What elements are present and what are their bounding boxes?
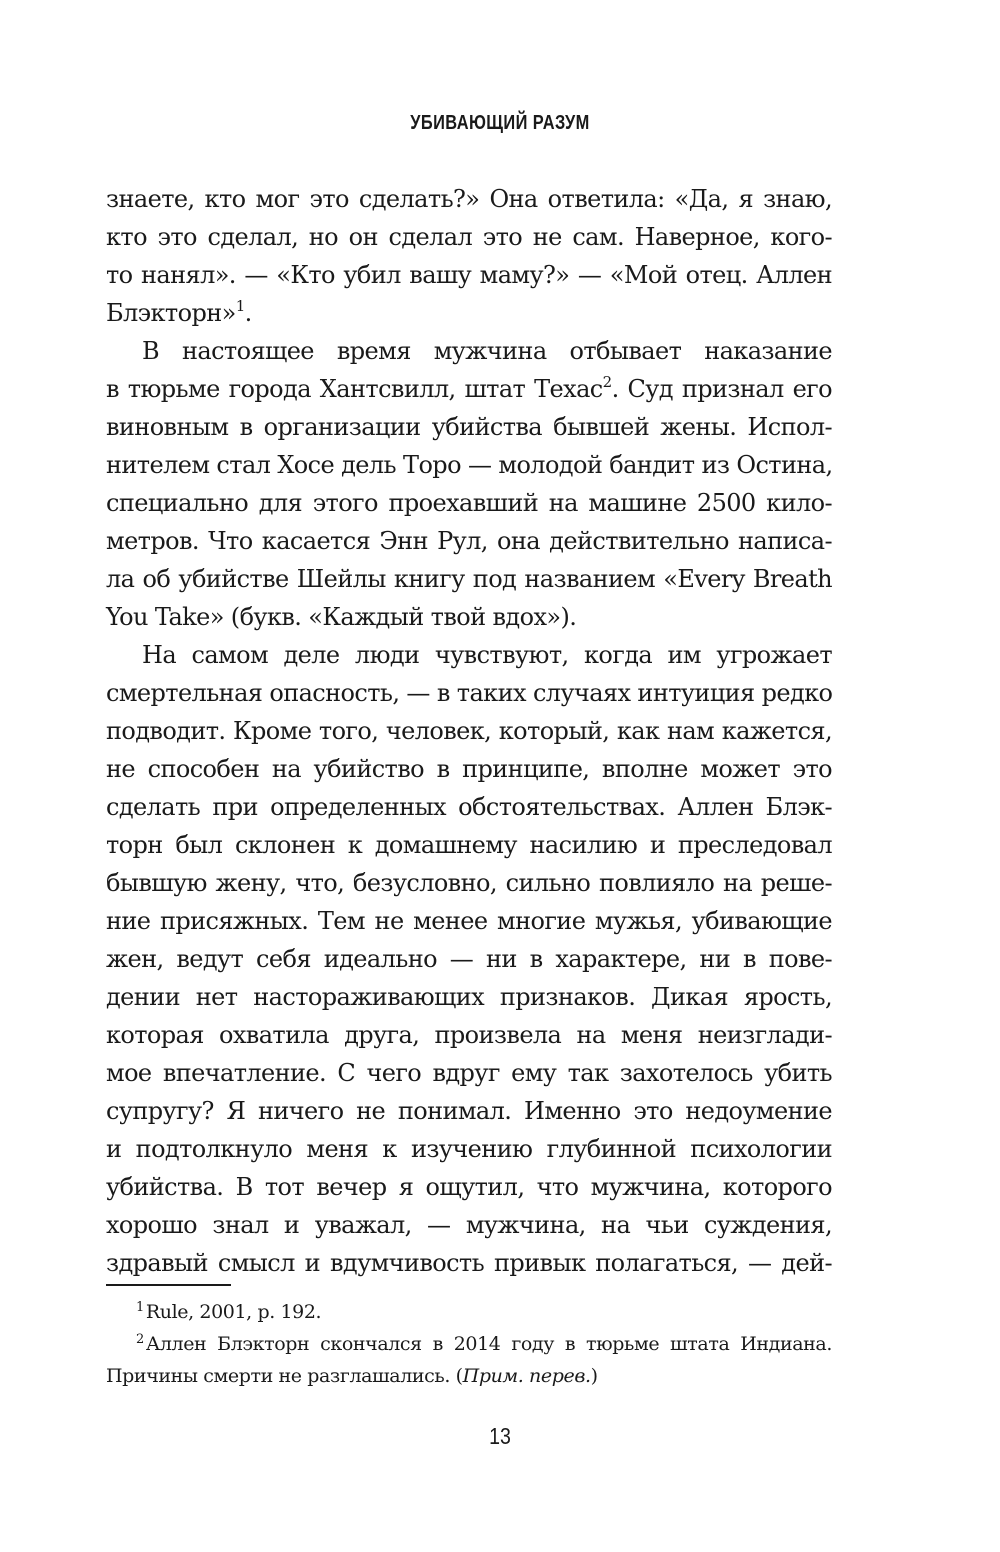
footnote-italic: Прим. перев. xyxy=(462,1365,591,1387)
text-line: торн был склонен к домашнему насилию и преследовал xyxy=(106,831,832,859)
text-fragment: в тюрьме города Хантсвилл, штат Техас xyxy=(106,375,603,403)
footnote-2 xyxy=(106,1328,832,1360)
text-line: метров. Что касается Энн Рул, она действительно написа- xyxy=(106,527,832,555)
text-line: В настоящее время мужчина отбывает наказание xyxy=(142,337,832,365)
text-line: ла об убийстве Шейлы книгу под названием «Every Breath xyxy=(106,565,832,593)
text-line: которая охватила друга, произвела на меня неизглади- xyxy=(106,1021,832,1049)
running-header: УБИВАЮЩИЙ РАЗУМ xyxy=(410,112,590,134)
footnote-ref-2: 2 xyxy=(602,373,612,391)
text-line: дении нет настораживающих признаков. Дикая ярость, xyxy=(106,983,832,1011)
text-line: На самом деле люди чувствуют, когда им угрожает xyxy=(142,641,832,669)
text-line: ние присяжных. Тем не менее многие мужья, убивающие xyxy=(106,907,832,935)
footnote-divider xyxy=(106,1284,231,1286)
text-line: то нанял». — «Кто убил вашу маму?» — «Мой отец. Аллен xyxy=(106,261,832,289)
text-line: подводит. Кроме того, человек, который, как нам кажется, xyxy=(106,717,832,745)
text-line xyxy=(106,294,832,332)
text-line: смертельная опасность, — в таких случаях интуиция редко xyxy=(106,679,833,707)
text-line: не способен на убийство в принципе, вполне может это xyxy=(106,755,832,783)
text-line xyxy=(106,370,832,408)
text-line: виновным в организации убийства бывшей жены. Испол- xyxy=(106,413,832,441)
text-line: кто это сделал, но он сделал это не сам. Наверное, кого- xyxy=(106,223,832,251)
footnote-text: Причины смерти не разглашались. ( xyxy=(106,1365,463,1387)
text-line: бывшую жену, что, безусловно, сильно повлияло на реше- xyxy=(106,869,832,897)
text-line: нителем стал Хосе дель Торо — молодой бандит из Остина, xyxy=(106,451,833,479)
text-line: сделать при определенных обстоятельствах. Аллен Блэк- xyxy=(106,793,832,821)
text-line: здравый смысл и вдумчивость привык полагаться, — дей- xyxy=(106,1249,832,1277)
footnote-marker: 2 xyxy=(136,1332,144,1347)
body-text xyxy=(106,180,832,1282)
text-line: специально для этого проехавший на машине 2500 кило- xyxy=(106,489,832,517)
text-fragment: Блэкторн» xyxy=(106,299,236,327)
footnote-text: ) xyxy=(590,1365,598,1387)
page-number: 13 xyxy=(489,1423,511,1449)
footnote-ref-1: 1 xyxy=(235,297,245,315)
text-line: хорошо знал и уважал, — мужчина, на чьи суждения, xyxy=(106,1211,832,1239)
text-line: убийства. В тот вечер я ощутил, что мужчина, которого xyxy=(106,1173,832,1201)
text-fragment: . Суд признал его xyxy=(611,375,832,403)
text-line: знаете, кто мог это сделать?» Она ответила: «Да, я знаю, xyxy=(106,185,832,213)
text-line: мое впечатление. С чего вдруг ему так захотелось убить xyxy=(106,1059,832,1087)
footnotes xyxy=(106,1296,832,1392)
text-fragment: . xyxy=(244,299,252,327)
footnote-1 xyxy=(106,1296,832,1328)
footnote-text: Аллен Блэкторн скончался в 2014 году в тюрьме штата Индиана. xyxy=(145,1333,832,1355)
footnote-marker: 1 xyxy=(136,1300,144,1315)
text-line: жен, ведут себя идеально — ни в характере, ни в пове- xyxy=(106,945,832,973)
text-line: и подтолкнуло меня к изучению глубинной психологии xyxy=(106,1135,832,1163)
text-line: You Take» (букв. «Каждый твой вдох»). xyxy=(106,603,577,631)
text-line: супругу? Я ничего не понимал. Именно это недоумение xyxy=(106,1097,832,1125)
footnote-2-continuation xyxy=(106,1360,832,1392)
footnote-text: Rule, 2001, p. 192. xyxy=(145,1301,322,1323)
